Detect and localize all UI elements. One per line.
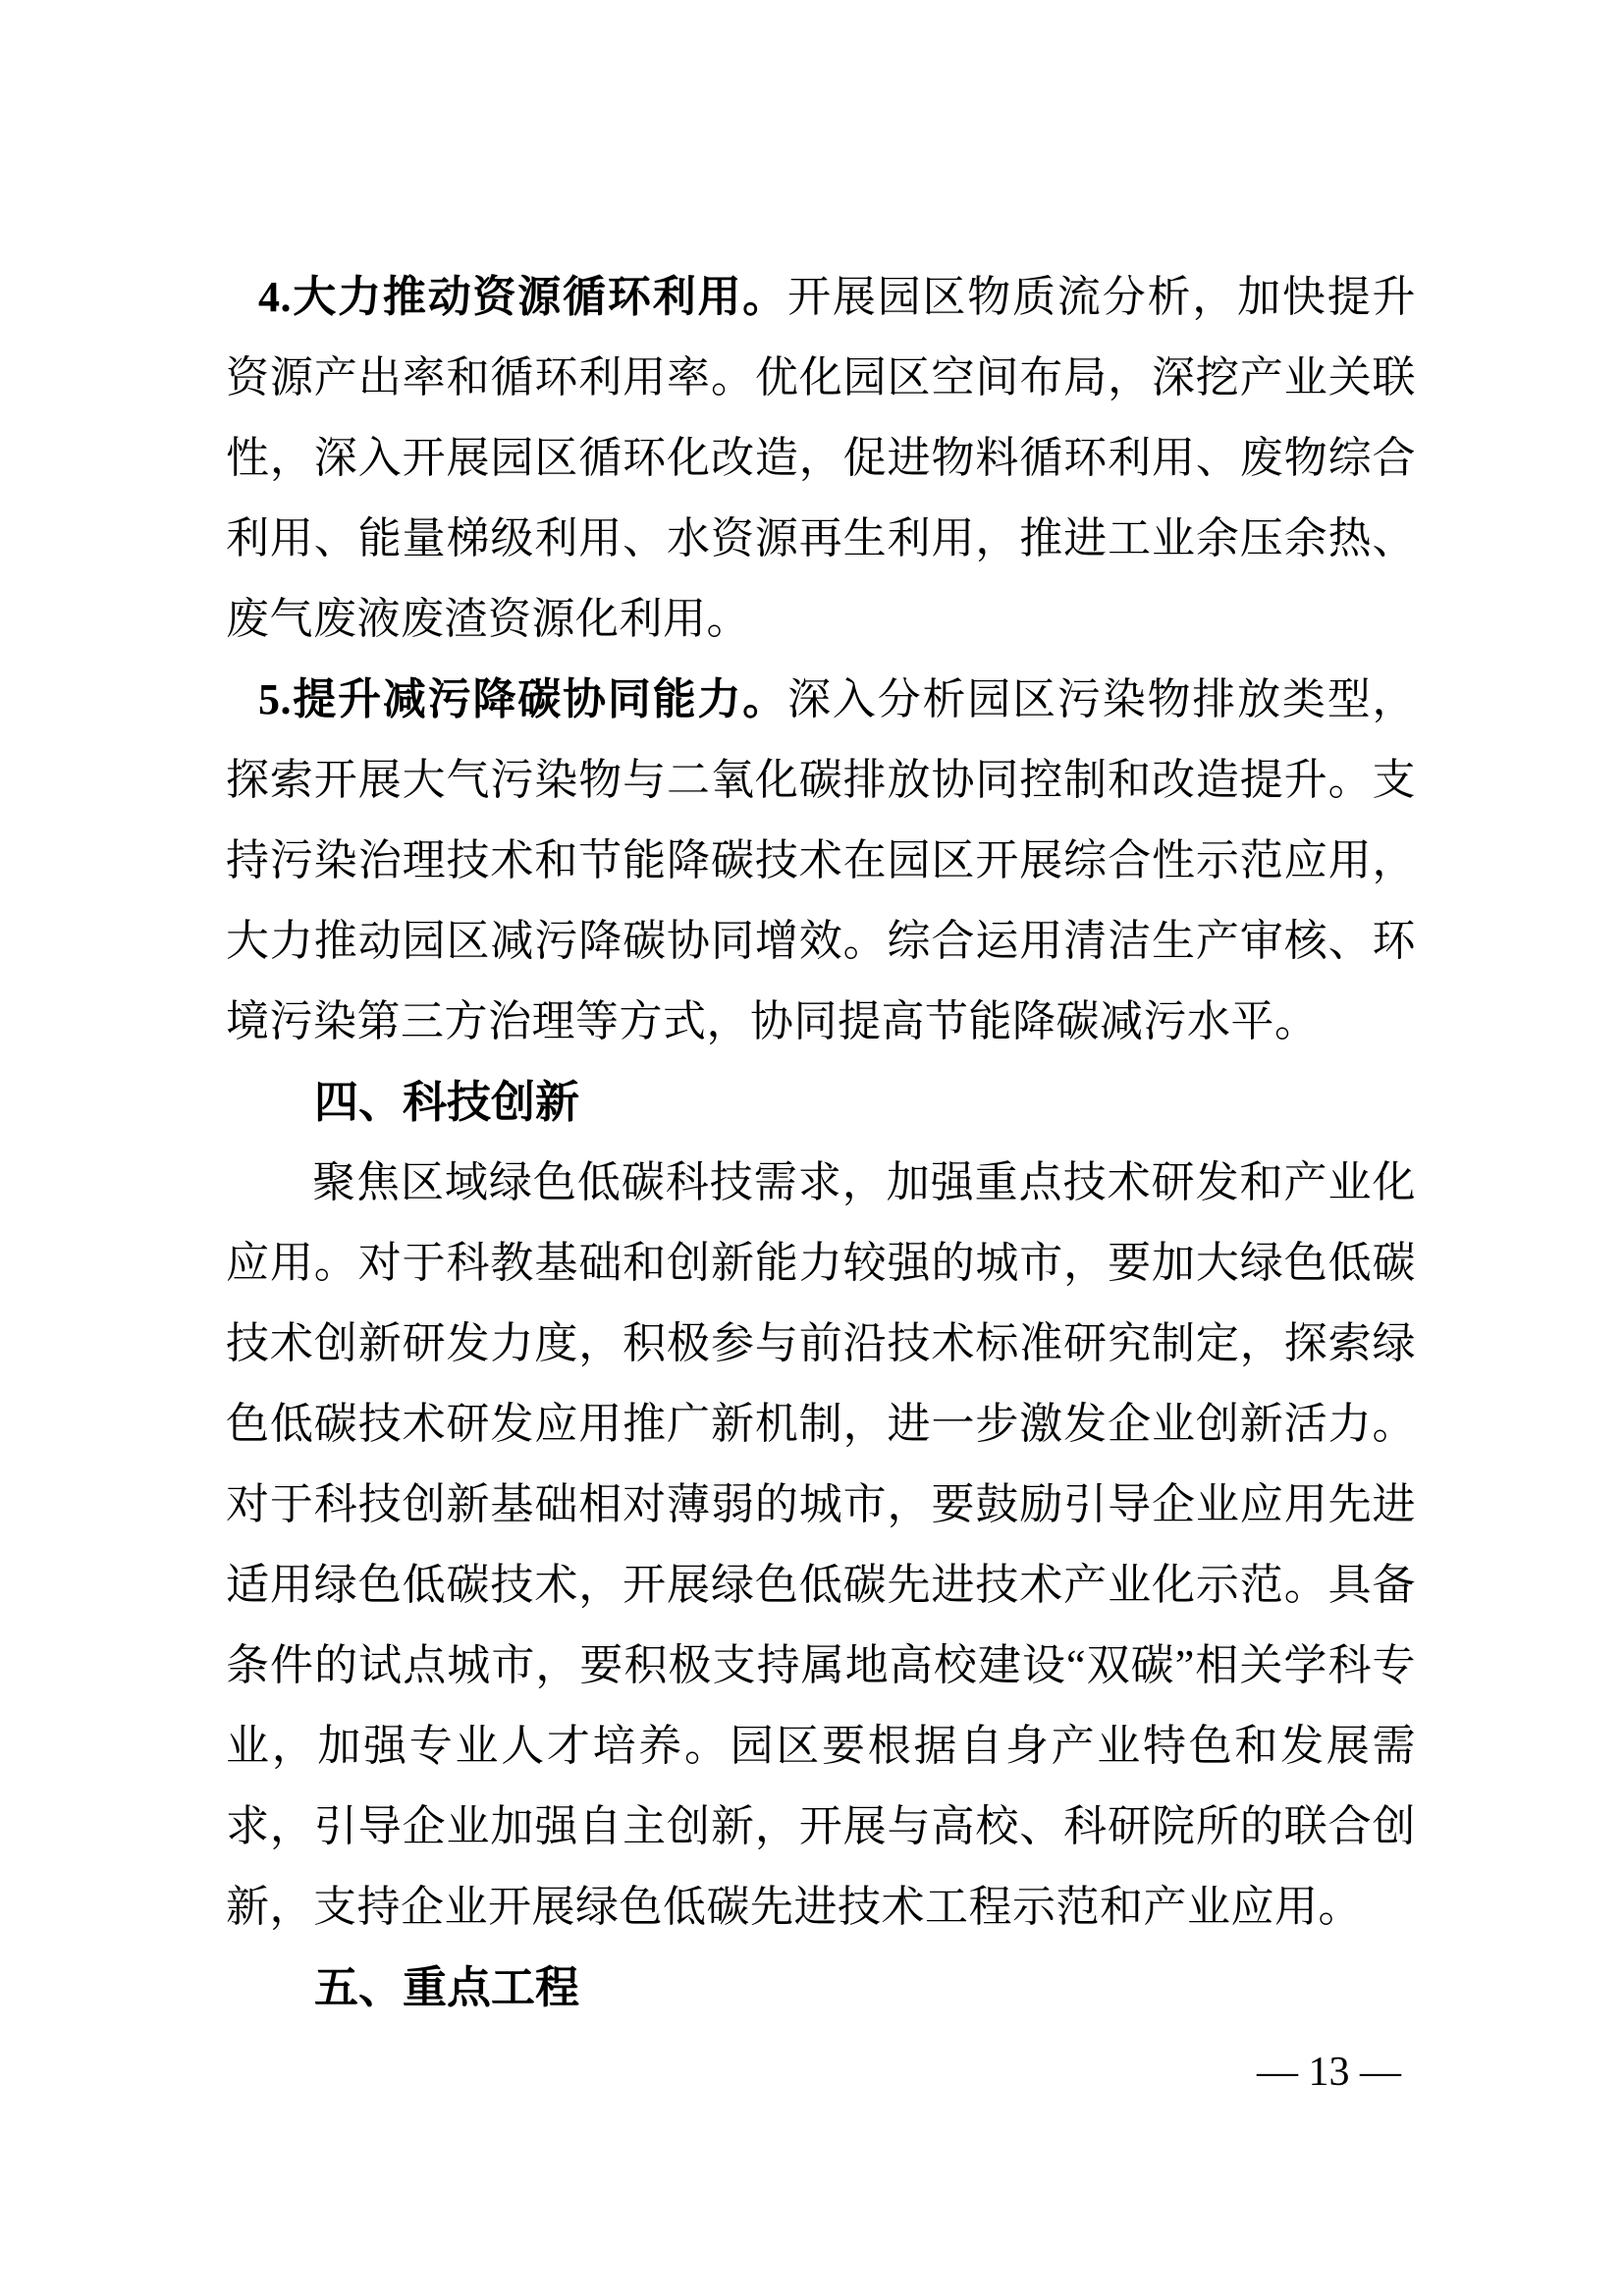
section-4-paragraph: 聚焦区域绿色低碳科技需求，加强重点技术研发和产业化应用。对于科教基础和创新能力较强的城市，要加大绿色低碳技术创新研发力度，积极参与前沿技术标准研究制定，探索绿色低碳技术研发应用推广新机制，进一步激发企业创新活力。对于科技创新基础相对薄弱的城市，要鼓励引导企业应用先进适用绿色低碳技术，开展绿色低碳先进技术产业化示范。具备条件的试点城市，要积极支持属地高校建设“双碳”相关学科专业，加强专业人才培养。园区要根据自身产业特色和发展需求，引导企业加强自主创新，开展与高校、科研院所的联合创新，支持企业开展绿色低碳先进技术工程示范和产业应用。 (226, 1158, 1416, 1931)
paragraph-item-4 (226, 257, 1416, 660)
paragraph-item-5-body: 深入分析园区污染物排放类型，探索开展大气污染物与二氧化碳排放协同控制和改造提升。支持污染治理技术和节能降碳技术在园区开展综合性示范应用，大力推动园区减污降碳协同增效。综合运用清洁生产审核、环境污染第三方治理等方式，协同提高节能降碳减污水平。 (226, 675, 1417, 1045)
section-heading-5: 五、重点工程 (314, 1962, 580, 2012)
document-content (226, 257, 1416, 2028)
paragraph-item-4-body: 开展园区物质流分析，加快提升资源产出率和循环利用率。优化园区空间布局，深挖产业关联性，深入开展园区循环化改造，促进物料循环利用、废物综合利用、能量梯级利用、水资源再生利用，推进工业余压余热、废气废液废渣资源化利用。 (226, 273, 1417, 643)
page-number: — 13 — (1257, 2050, 1401, 2095)
paragraph-item-4-lead: 4.大力推动资源循环利用。 (258, 273, 788, 321)
section-heading-4: 四、科技创新 (314, 1077, 580, 1127)
paragraph-item-5 (226, 660, 1416, 1062)
paragraph-item-5-lead: 5.提升减污降碳协同能力。 (258, 675, 788, 723)
